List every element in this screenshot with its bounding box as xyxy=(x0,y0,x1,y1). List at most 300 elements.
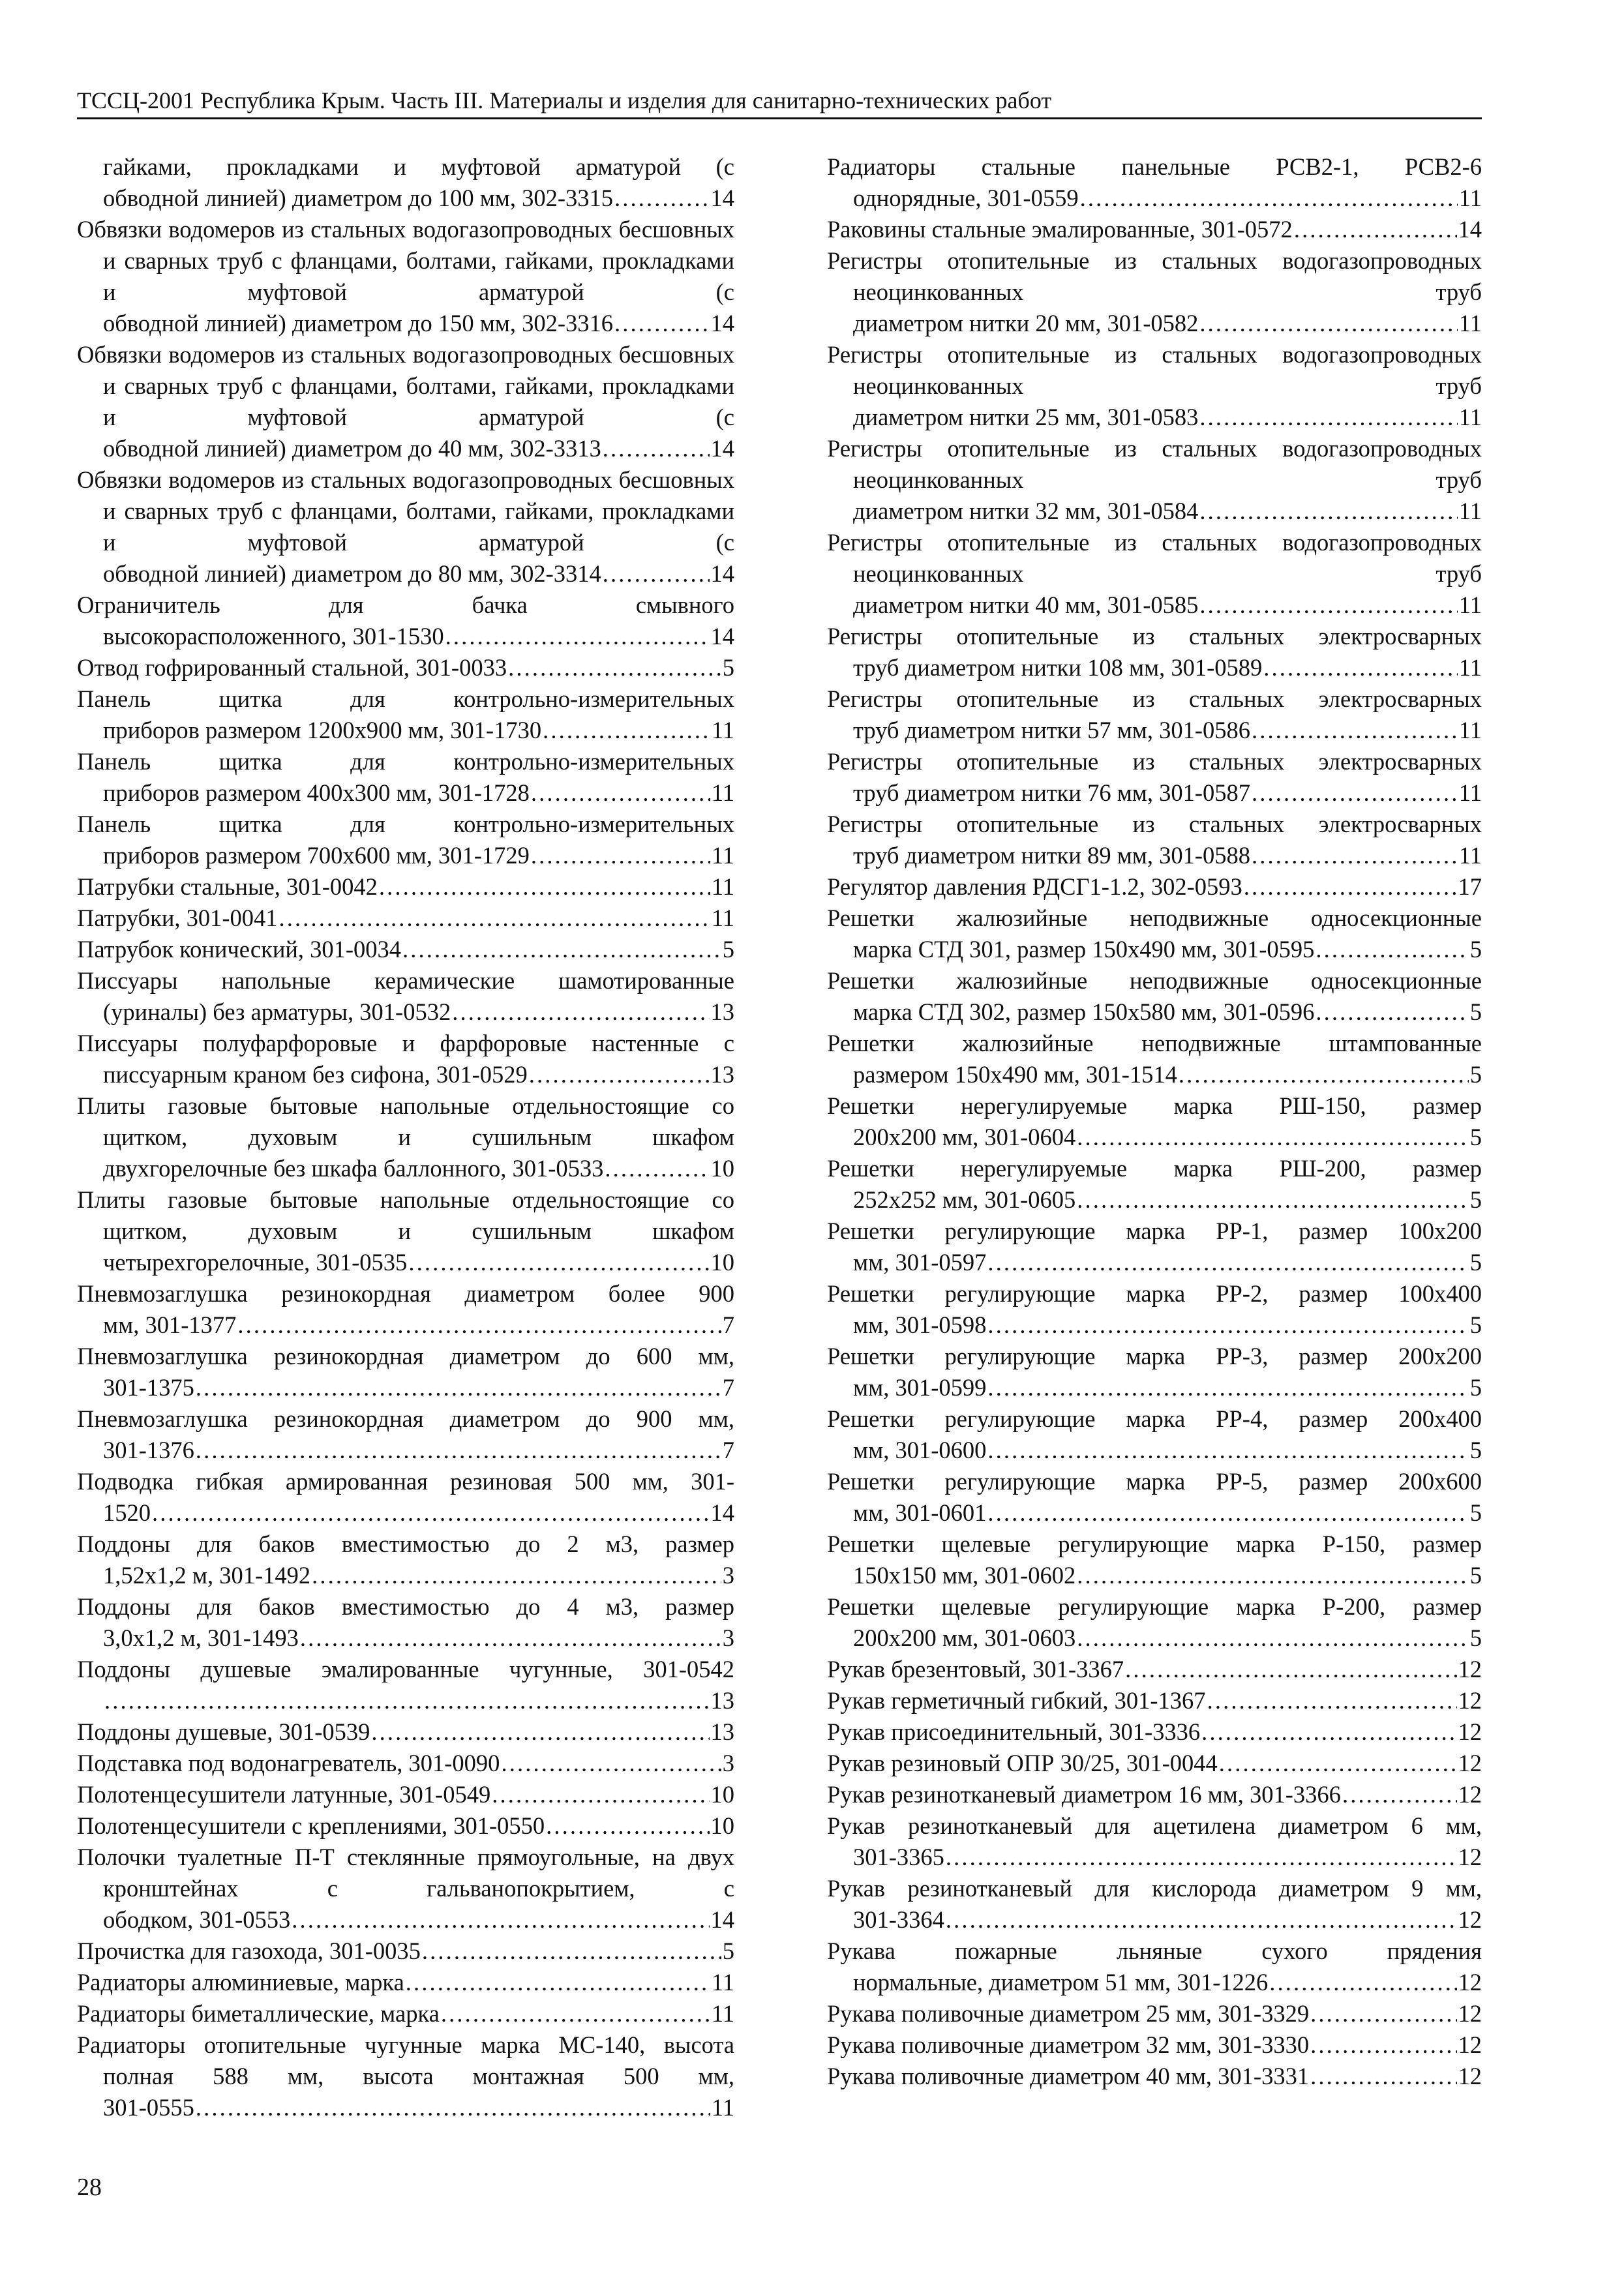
entry-page-number: 17 xyxy=(1458,873,1482,900)
entry-last-text: обводной линией) диаметром до 100 мм, 302-3315 xyxy=(103,185,614,211)
index-entry xyxy=(827,621,1482,683)
entry-last-text: 301-3365 xyxy=(853,1844,944,1870)
entry-page-number: 12 xyxy=(1458,1969,1482,1996)
entry-last-text: обводной линией) диаметром до 80 мм, 302-3314 xyxy=(103,560,601,587)
entry-last-text: Радиаторы биметаллические, марка xyxy=(77,2000,440,2027)
dot-leader xyxy=(1179,1059,1469,1090)
entry-text xyxy=(77,1842,734,1904)
entry-page-number: 13 xyxy=(710,1718,734,1745)
entry-last-text: труб диаметром нитки 89 мм, 301-0588 xyxy=(853,842,1251,869)
entry-page-number: 14 xyxy=(710,1499,734,1526)
entry-page-number: 5 xyxy=(722,1937,734,1964)
entry-line: Регистры отопительные из стальных электросварных xyxy=(827,748,1482,775)
index-entry xyxy=(827,1654,1482,1685)
dot-leader xyxy=(1080,183,1458,214)
index-entry xyxy=(77,1936,734,1967)
entry-last-line xyxy=(827,590,1482,621)
entry-last-text: Прочистка для газохода, 301-0035 xyxy=(77,1937,421,1964)
entry-page-number: 10 xyxy=(710,1155,734,1182)
entry-page-number: 5 xyxy=(1469,1374,1482,1401)
entry-last-line xyxy=(77,715,734,746)
entry-last-line xyxy=(77,1309,734,1341)
entry-text xyxy=(827,965,1482,996)
entry-line: Поддоны для баков вместимостью до 4 м3, размер xyxy=(77,1593,734,1620)
entry-page-number: 11 xyxy=(1458,842,1482,869)
entry-page-number: 11 xyxy=(1458,404,1482,430)
index-entry xyxy=(827,871,1482,903)
entry-last-text: диаметром нитки 32 мм, 301-0584 xyxy=(853,498,1199,524)
index-entry xyxy=(827,1873,1482,1936)
entry-line: Регистры отопительные из стальных xyxy=(827,529,1257,556)
entry-line: Писсуары полуфарфоровые и фарфоровые настенные с xyxy=(77,1030,734,1056)
entry-text xyxy=(77,1090,734,1153)
entry-last-line xyxy=(77,903,734,934)
dot-leader xyxy=(402,934,721,965)
entry-page-number: 11 xyxy=(711,842,734,869)
entry-text xyxy=(827,903,1482,934)
entry-line: Решетки жалюзийные неподвижные односекционные xyxy=(827,967,1482,994)
entry-page-number: 7 xyxy=(722,1311,734,1338)
index-entry xyxy=(77,965,734,1028)
dot-leader xyxy=(987,1435,1468,1466)
entry-last-line xyxy=(77,1153,734,1184)
entry-line: Рукав резинотканевый для кислорода диаметром 9 мм, xyxy=(827,1875,1482,1902)
entry-page-number: 12 xyxy=(1458,2063,1482,2089)
entry-page-number: 14 xyxy=(710,623,734,650)
entry-text xyxy=(827,1216,1482,1247)
entry-line: Обвязки водомеров из стальных водогазопроводных xyxy=(77,216,612,243)
entry-last-text: Рукав герметичный гибкий, 301-1367 xyxy=(827,1687,1206,1714)
index-entry xyxy=(77,746,734,809)
entry-text xyxy=(827,339,1482,402)
dot-leader xyxy=(406,1967,710,1998)
dot-leader xyxy=(452,996,709,1028)
entry-last-line xyxy=(77,1247,734,1278)
entry-last-line xyxy=(827,1685,1482,1716)
entry-last-line xyxy=(77,308,734,339)
entry-text xyxy=(77,339,734,433)
entry-page-number: 11 xyxy=(711,2000,734,2027)
dot-leader xyxy=(1252,840,1458,871)
entry-page-number: 13 xyxy=(710,998,734,1025)
entry-last-text: труб диаметром нитки 57 мм, 301-0586 xyxy=(853,717,1251,743)
entry-page-number: 5 xyxy=(1469,1249,1482,1276)
entry-last-line xyxy=(827,715,1482,746)
index-entry xyxy=(77,1748,734,1779)
entry-last-line xyxy=(827,1309,1482,1341)
dot-leader xyxy=(152,1497,710,1529)
dot-leader xyxy=(1263,652,1458,683)
entry-page-number: 3 xyxy=(722,1624,734,1651)
entry-line: водогазопроводных неоцинкованных труб xyxy=(853,341,1482,399)
entry-text xyxy=(827,1591,1482,1623)
index-entry xyxy=(827,1716,1482,1748)
dot-leader xyxy=(946,1904,1457,1936)
index-entry xyxy=(827,214,1482,245)
index-entry xyxy=(77,1278,734,1341)
entry-last-text: 252х252 мм, 301-0605 xyxy=(853,1186,1076,1213)
dot-leader xyxy=(1201,1716,1456,1748)
entry-last-line xyxy=(77,2092,734,2123)
entry-page-number: 12 xyxy=(1458,1750,1482,1776)
entry-last-text: мм, 301-0597 xyxy=(853,1249,987,1276)
index-entry xyxy=(827,1153,1482,1216)
entry-last-line xyxy=(77,1059,734,1090)
dot-leader xyxy=(614,308,709,339)
dot-leader xyxy=(987,1247,1468,1278)
dot-leader xyxy=(196,1372,721,1403)
entry-last-line xyxy=(827,402,1482,433)
entry-last-line xyxy=(827,1122,1482,1153)
entry-line: Регистры отопительные из стальных электросварных xyxy=(827,685,1482,712)
dot-leader xyxy=(441,1998,710,2029)
index-entry xyxy=(827,1685,1482,1716)
entry-page-number: 13 xyxy=(710,1061,734,1088)
dot-leader xyxy=(1077,1560,1469,1591)
entry-text xyxy=(827,683,1482,715)
dot-leader xyxy=(422,1936,721,1967)
entry-line: гайками, прокладками и муфтовой арматурой (с xyxy=(103,153,734,180)
entry-last-line xyxy=(77,652,734,683)
dot-leader xyxy=(1310,2029,1456,2061)
entry-last-line xyxy=(827,1904,1482,1936)
entry-last-line xyxy=(77,1904,734,1936)
entry-line: Панель щитка для контрольно-измерительных xyxy=(77,685,734,712)
dot-leader xyxy=(529,1059,710,1090)
entry-line: Регистры отопительные из стальных xyxy=(827,247,1257,274)
entry-line: Решетки нерегулируемые марка РШ-150, размер xyxy=(827,1092,1482,1119)
index-entry xyxy=(77,1090,734,1184)
entry-line: бесшовных и сварных труб с фланцами, болтами, xyxy=(103,341,734,399)
entry-last-line xyxy=(827,1372,1482,1403)
entry-last-text: диаметром нитки 20 мм, 301-0582 xyxy=(853,310,1199,337)
entry-page-number: 11 xyxy=(711,905,734,931)
entry-last-line xyxy=(77,1779,734,1810)
dot-leader xyxy=(531,840,710,871)
entry-text xyxy=(827,621,1482,652)
dot-leader xyxy=(1077,1184,1469,1216)
index-entry xyxy=(827,1779,1482,1810)
entry-last-text: диаметром нитки 40 мм, 301-0585 xyxy=(853,591,1199,618)
dot-leader xyxy=(614,183,709,214)
entry-line: Радиаторы стальные панельные РСВ2-1, РСВ2-6 xyxy=(827,153,1482,180)
index-entry xyxy=(77,652,734,683)
entry-last-text: Рукава поливочные диаметром 25 мм, 301-3329 xyxy=(827,2000,1310,2027)
dot-leader xyxy=(1199,308,1457,339)
entry-last-text: Рукав резинотканевый диаметром 16 мм, 301-3366 xyxy=(827,1781,1341,1808)
entry-last-line xyxy=(77,1967,734,1998)
entry-last-text: марка СТД 302, размер 150х580 мм, 301-0596 xyxy=(853,998,1315,1025)
dot-leader xyxy=(1244,871,1457,903)
entry-page-number: 12 xyxy=(1458,2031,1482,2058)
entry-last-text: обводной линией) диаметром до 40 мм, 302-3313 xyxy=(103,435,601,462)
entry-page-number: 11 xyxy=(711,873,734,900)
entry-line: Решетки регулирующие марка РР-1, размер 100х200 xyxy=(827,1218,1482,1244)
dot-leader xyxy=(1077,1122,1469,1153)
dot-leader xyxy=(1077,1623,1469,1654)
index-column-left xyxy=(77,151,734,2123)
index-entry xyxy=(77,214,734,339)
entry-page-number: 7 xyxy=(722,1437,734,1463)
entry-page-number: 12 xyxy=(1458,1718,1482,1745)
entry-last-text: 150х150 мм, 301-0602 xyxy=(853,1562,1076,1589)
dot-leader xyxy=(196,1435,721,1466)
entry-text xyxy=(77,1591,734,1623)
entry-line: водогазопроводных неоцинкованных труб xyxy=(853,247,1482,305)
dot-leader xyxy=(408,1247,709,1278)
dot-leader xyxy=(237,1309,721,1341)
index-entry xyxy=(827,339,1482,433)
index-entry xyxy=(77,590,734,652)
entry-page-number: 11 xyxy=(1458,717,1482,743)
entry-last-text: приборов размером 700х600 мм, 301-1729 xyxy=(103,842,530,869)
entry-page-number: 11 xyxy=(711,2094,734,2121)
entry-text xyxy=(77,464,734,558)
entry-last-line xyxy=(827,1435,1482,1466)
index-entry xyxy=(827,903,1482,965)
entry-line: Пневмозаглушка резинокордная диаметром более 900 xyxy=(77,1280,734,1307)
entry-line: Подводка гибкая армированная резиновая 500 мм, 301- xyxy=(77,1468,734,1495)
entry-last-text: Рукава поливочные диаметром 32 мм, 301-3330 xyxy=(827,2031,1310,2058)
entry-line: Решетки регулирующие марка РР-2, размер 100х400 xyxy=(827,1280,1482,1307)
entry-line: Рукава пожарные льняные сухого прядения xyxy=(827,1937,1482,1964)
entry-last-text: 1,52х1,2 м, 301-1492 xyxy=(103,1562,311,1589)
entry-text xyxy=(77,2029,734,2092)
entry-page-number: 11 xyxy=(1458,779,1482,806)
index-entry xyxy=(827,1936,1482,1998)
entry-line: гайками, прокладками и муфтовой арматурой (с xyxy=(103,498,734,556)
index-entry xyxy=(827,1748,1482,1779)
entry-last-text: Рукав брезентовый, 301-3367 xyxy=(827,1656,1124,1683)
entry-line: гайками, прокладками и муфтовой арматурой (с xyxy=(103,372,734,430)
entry-last-line xyxy=(827,1716,1482,1748)
dot-leader xyxy=(1207,1685,1457,1716)
entry-line: Пневмозаглушка резинокордная диаметром до 600 мм, xyxy=(77,1343,734,1369)
entry-text xyxy=(827,1403,1482,1435)
entry-line: Поддоны душевые эмалированные чугунные, 301-0542 xyxy=(77,1656,734,1683)
entry-line: Пневмозаглушка резинокордная диаметром до 900 мм, xyxy=(77,1405,734,1432)
entry-page-number: 14 xyxy=(710,310,734,337)
dot-leader xyxy=(1252,715,1458,746)
entry-text xyxy=(827,245,1482,308)
entry-last-line xyxy=(827,2061,1482,2092)
entry-line: водогазопроводных неоцинкованных труб xyxy=(853,435,1482,493)
entry-last-line xyxy=(827,777,1482,809)
index-entry xyxy=(827,1810,1482,1873)
index-entry xyxy=(77,1184,734,1278)
entry-line: бесшовных и сварных труб с фланцами, болтами, xyxy=(103,466,734,524)
page-number: 28 xyxy=(77,2174,102,2201)
entry-text xyxy=(77,1184,734,1247)
entry-text xyxy=(827,809,1482,840)
entry-last-line xyxy=(77,1497,734,1529)
entry-page-number: 10 xyxy=(710,1812,734,1839)
header-title: ТССЦ-2001 Республика Крым. Часть III. Материалы и изделия для санитарно-технических работ xyxy=(77,87,1052,113)
entry-last-line xyxy=(827,308,1482,339)
dot-leader xyxy=(492,1779,709,1810)
index-entry xyxy=(77,1466,734,1529)
entry-last-text: труб диаметром нитки 76 мм, 301-0587 xyxy=(853,779,1251,806)
entry-page-number: 7 xyxy=(722,1374,734,1401)
entry-text xyxy=(77,746,734,777)
entry-last-text: размером 150х490 мм, 301-1514 xyxy=(853,1061,1177,1088)
entry-page-number: 11 xyxy=(1458,591,1482,618)
dot-leader xyxy=(546,1810,709,1842)
index-entry xyxy=(77,2029,734,2123)
entry-line: со щитком, духовым и сушильным шкафом xyxy=(103,1092,734,1150)
entry-line: Писсуары напольные керамические шамотированные xyxy=(77,967,734,994)
dot-leader xyxy=(508,652,721,683)
entry-last-line xyxy=(827,1842,1482,1873)
index-entry xyxy=(827,527,1482,621)
entry-page-number: 11 xyxy=(1458,185,1482,211)
entry-last-text: мм, 301-1377 xyxy=(103,1311,237,1338)
dot-leader xyxy=(1199,402,1457,433)
index-entry xyxy=(77,1654,734,1716)
entry-last-text: 3,0х1,2 м, 301-1493 xyxy=(103,1624,299,1651)
entry-last-line xyxy=(827,996,1482,1028)
index-column-right xyxy=(827,151,1482,2092)
dot-leader xyxy=(531,777,710,809)
entry-line: Решетки жалюзийные неподвижные односекционные xyxy=(827,905,1482,931)
entry-last-text: нормальные, диаметром 51 мм, 301-1226 xyxy=(853,1969,1269,1996)
entry-text xyxy=(77,1341,734,1372)
entry-page-number: 5 xyxy=(1469,1562,1482,1589)
entry-last-text: 301-0555 xyxy=(103,2094,194,2121)
entry-last-text: Патрубок конический, 301-0034 xyxy=(77,936,402,963)
entry-page-number: 14 xyxy=(710,1906,734,1933)
entry-last-line xyxy=(77,1748,734,1779)
entry-last-text: Полотенцесушители с креплениями, 301-0550 xyxy=(77,1812,545,1839)
entry-page-number: 11 xyxy=(1458,654,1482,681)
entry-page-number: 5 xyxy=(1469,998,1482,1025)
entry-last-text: высокорасположенного, 301-1530 xyxy=(103,623,444,650)
index-entry xyxy=(827,1216,1482,1278)
entry-last-text: Рукава поливочные диаметром 40 мм, 301-3331 xyxy=(827,2063,1310,2089)
entry-page-number: 5 xyxy=(1469,1437,1482,1463)
entry-page-number: 11 xyxy=(1458,310,1482,337)
entry-text xyxy=(827,1341,1482,1372)
index-entry xyxy=(827,433,1482,527)
entry-text xyxy=(77,1403,734,1435)
dot-leader xyxy=(1219,1748,1457,1779)
entry-line: Обвязки водомеров из стальных водогазопроводных xyxy=(77,466,612,493)
entry-last-text: диаметром нитки 25 мм, 301-0583 xyxy=(853,404,1199,430)
entry-last-line xyxy=(827,1779,1482,1810)
entry-last-text: Поддоны душевые, 301-0539 xyxy=(77,1718,370,1745)
entry-last-line xyxy=(827,1998,1482,2029)
entry-last-text: 301-3364 xyxy=(853,1906,944,1933)
index-entry xyxy=(77,1810,734,1842)
entry-page-number: 12 xyxy=(1458,1781,1482,1808)
entry-line: Панель щитка для контрольно-измерительных xyxy=(77,748,734,775)
index-entry xyxy=(77,903,734,934)
entry-last-line xyxy=(77,1810,734,1842)
entry-last-text: обводной линией) диаметром до 150 мм, 302-3316 xyxy=(103,310,614,337)
entry-text xyxy=(827,1466,1482,1497)
entry-last-text: мм, 301-0601 xyxy=(853,1499,987,1526)
entry-page-number: 14 xyxy=(1458,216,1482,243)
dot-leader xyxy=(279,903,710,934)
entry-last-text: писсуарным краном без сифона, 301-0529 xyxy=(103,1061,528,1088)
entry-text xyxy=(77,1278,734,1309)
entry-text xyxy=(827,1090,1482,1122)
dot-leader xyxy=(603,558,710,590)
index-entry xyxy=(77,1967,734,1998)
dot-leader xyxy=(987,1497,1468,1529)
index-entry xyxy=(827,1466,1482,1529)
entry-page-number: 5 xyxy=(1469,1311,1482,1338)
index-entry xyxy=(827,1090,1482,1153)
dot-leader xyxy=(312,1560,721,1591)
entry-last-text: приборов размером 1200х900 мм, 301-1730 xyxy=(103,717,542,743)
entry-line: Плиты газовые бытовые напольные отдельностоящие xyxy=(77,1186,689,1213)
index-entry xyxy=(827,1028,1482,1090)
entry-text xyxy=(827,1028,1482,1059)
entry-last-line xyxy=(77,1998,734,2029)
entry-page-number: 10 xyxy=(710,1781,734,1808)
entry-page-number: 12 xyxy=(1458,1844,1482,1870)
entry-last-line xyxy=(77,1936,734,1967)
entry-page-number: 12 xyxy=(1458,1656,1482,1683)
entry-last-text: Регулятор давления РДСГ1-1.2, 302-0593 xyxy=(827,873,1242,900)
entry-page-number: 10 xyxy=(710,1249,734,1276)
index-entry xyxy=(77,871,734,903)
dot-leader xyxy=(196,2092,710,2123)
entry-last-text: Патрубки стальные, 301-0042 xyxy=(77,873,378,900)
entry-last-line xyxy=(827,2029,1482,2061)
entry-last-line xyxy=(827,1497,1482,1529)
entry-last-line xyxy=(77,1716,734,1748)
entry-page-number: 3 xyxy=(722,1562,734,1589)
entry-text xyxy=(827,1810,1482,1842)
dot-leader xyxy=(605,1153,709,1184)
entry-line: Плиты газовые бытовые напольные отдельностоящие xyxy=(77,1092,689,1119)
entry-page-number: 13 xyxy=(710,1687,734,1714)
dot-leader xyxy=(1252,777,1458,809)
dot-leader xyxy=(1125,1654,1456,1685)
entry-line: Регистры отопительные из стальных xyxy=(827,435,1257,462)
entry-page-number: 11 xyxy=(711,779,734,806)
entry-line: Решетки регулирующие марка РР-3, размер 200х200 xyxy=(827,1343,1482,1369)
entry-last-line xyxy=(77,934,734,965)
entry-last-text: 200х200 мм, 301-0603 xyxy=(853,1624,1076,1651)
entry-page-number: 11 xyxy=(1458,498,1482,524)
dot-leader xyxy=(1310,2061,1456,2092)
index-entry xyxy=(827,1529,1482,1591)
dot-leader xyxy=(1199,496,1457,527)
dot-leader xyxy=(1342,1779,1457,1810)
index-entry xyxy=(77,339,734,464)
entry-last-text: Рукав присоединительный, 301-3336 xyxy=(827,1718,1201,1745)
index-entry xyxy=(77,1028,734,1090)
index-entry xyxy=(77,1998,734,2029)
index-entry xyxy=(827,2029,1482,2061)
index-entry xyxy=(77,683,734,746)
entry-last-text: ободком, 301-0553 xyxy=(103,1906,291,1933)
entry-last-text: двухгорелочные без шкафа баллонного, 301-0533 xyxy=(103,1155,604,1182)
dot-leader xyxy=(501,1748,721,1779)
index-entry xyxy=(827,809,1482,871)
entry-last-line xyxy=(77,433,734,464)
dot-leader xyxy=(603,433,710,464)
index-entry xyxy=(827,151,1482,214)
entry-text xyxy=(827,1873,1482,1904)
entry-page-number: 5 xyxy=(722,654,734,681)
dot-leader xyxy=(1310,1998,1456,2029)
entry-page-number: 5 xyxy=(1469,1124,1482,1150)
entry-page-number: 5 xyxy=(1469,1499,1482,1526)
